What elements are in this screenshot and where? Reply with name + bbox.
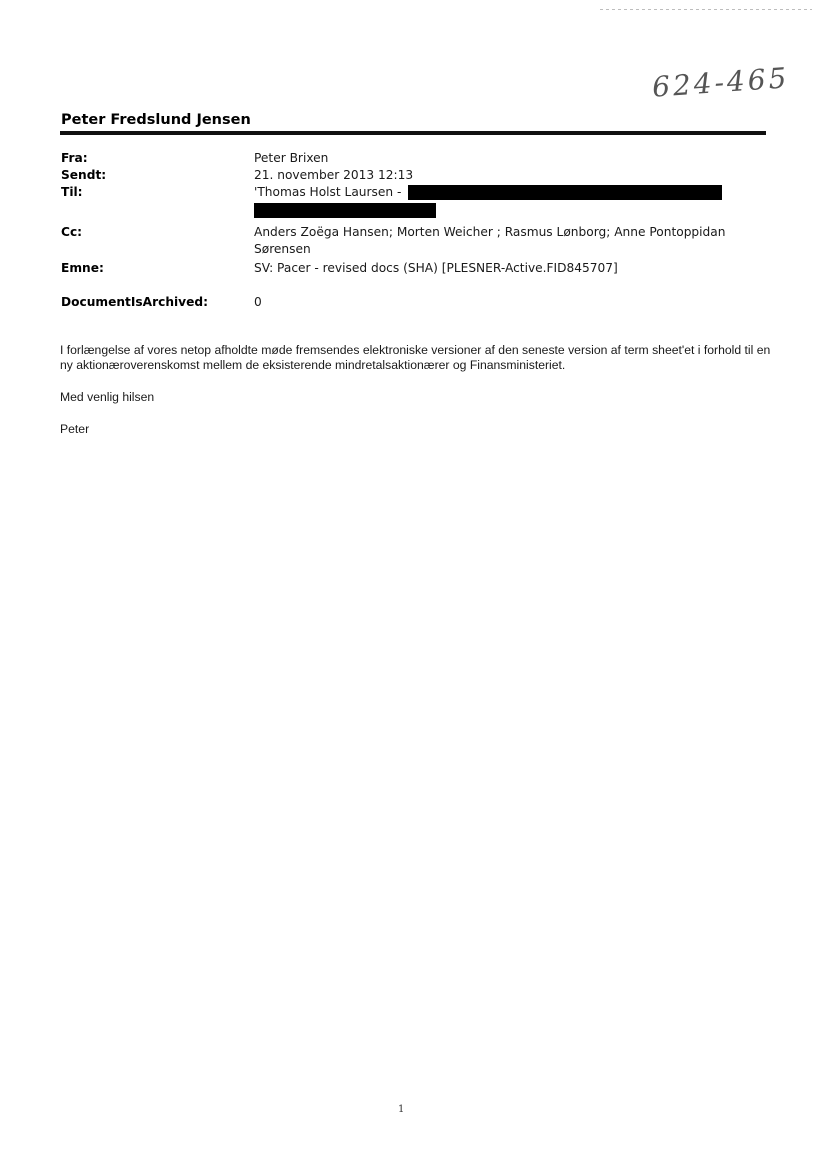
sent-row: [61, 167, 766, 184]
closing-line: Med venlig hilsen: [60, 390, 155, 404]
cc-value: Anders Zoëga Hansen; Morten Weicher ; Rasmus Lønborg; Anne Pontoppidan Sørensen: [254, 225, 726, 256]
email-header: [61, 150, 766, 311]
archived-value: 0: [254, 295, 262, 309]
scan-artifact-line: [600, 9, 812, 10]
to-value-block: [254, 184, 766, 218]
body-paragraph: I forlængelse af vores netop afholdte møde fremsendes elektroniske versioner af den seneste version af term sheet'et i forhold til en ny aktionæroverenskomst mellem de eksisterende mindretalsaktionærer og Finansministeriet.: [60, 343, 771, 372]
email-body: [60, 343, 780, 454]
to-row: [61, 184, 766, 218]
subject-value: SV: Pacer - revised docs (SHA) [PLESNER-Active.FID845707]: [254, 261, 618, 275]
subject-label: Emne:: [61, 261, 104, 275]
sent-value: 21. november 2013 12:13: [254, 168, 414, 182]
archived-row: [61, 294, 766, 311]
mailbox-owner-name: Peter Fredslund Jensen: [61, 112, 251, 128]
to-label: Til:: [61, 185, 83, 199]
sent-label: Sendt:: [61, 168, 107, 182]
header-divider: [60, 131, 766, 135]
to-value: 'Thomas Holst Laursen -: [254, 185, 406, 199]
redaction-bar: [254, 203, 436, 218]
cc-label: Cc:: [61, 225, 83, 239]
from-row: [61, 150, 766, 167]
redaction-bar: [408, 185, 722, 200]
signature: Peter: [60, 422, 90, 436]
archived-label: DocumentIsArchived:: [61, 295, 208, 309]
from-label: Fra:: [61, 151, 88, 165]
page-number: 1: [398, 1104, 405, 1115]
handwritten-reference: 624-465: [651, 61, 791, 104]
cc-row: [61, 224, 766, 258]
from-value: Peter Brixen: [254, 151, 329, 165]
subject-row: [61, 260, 766, 277]
